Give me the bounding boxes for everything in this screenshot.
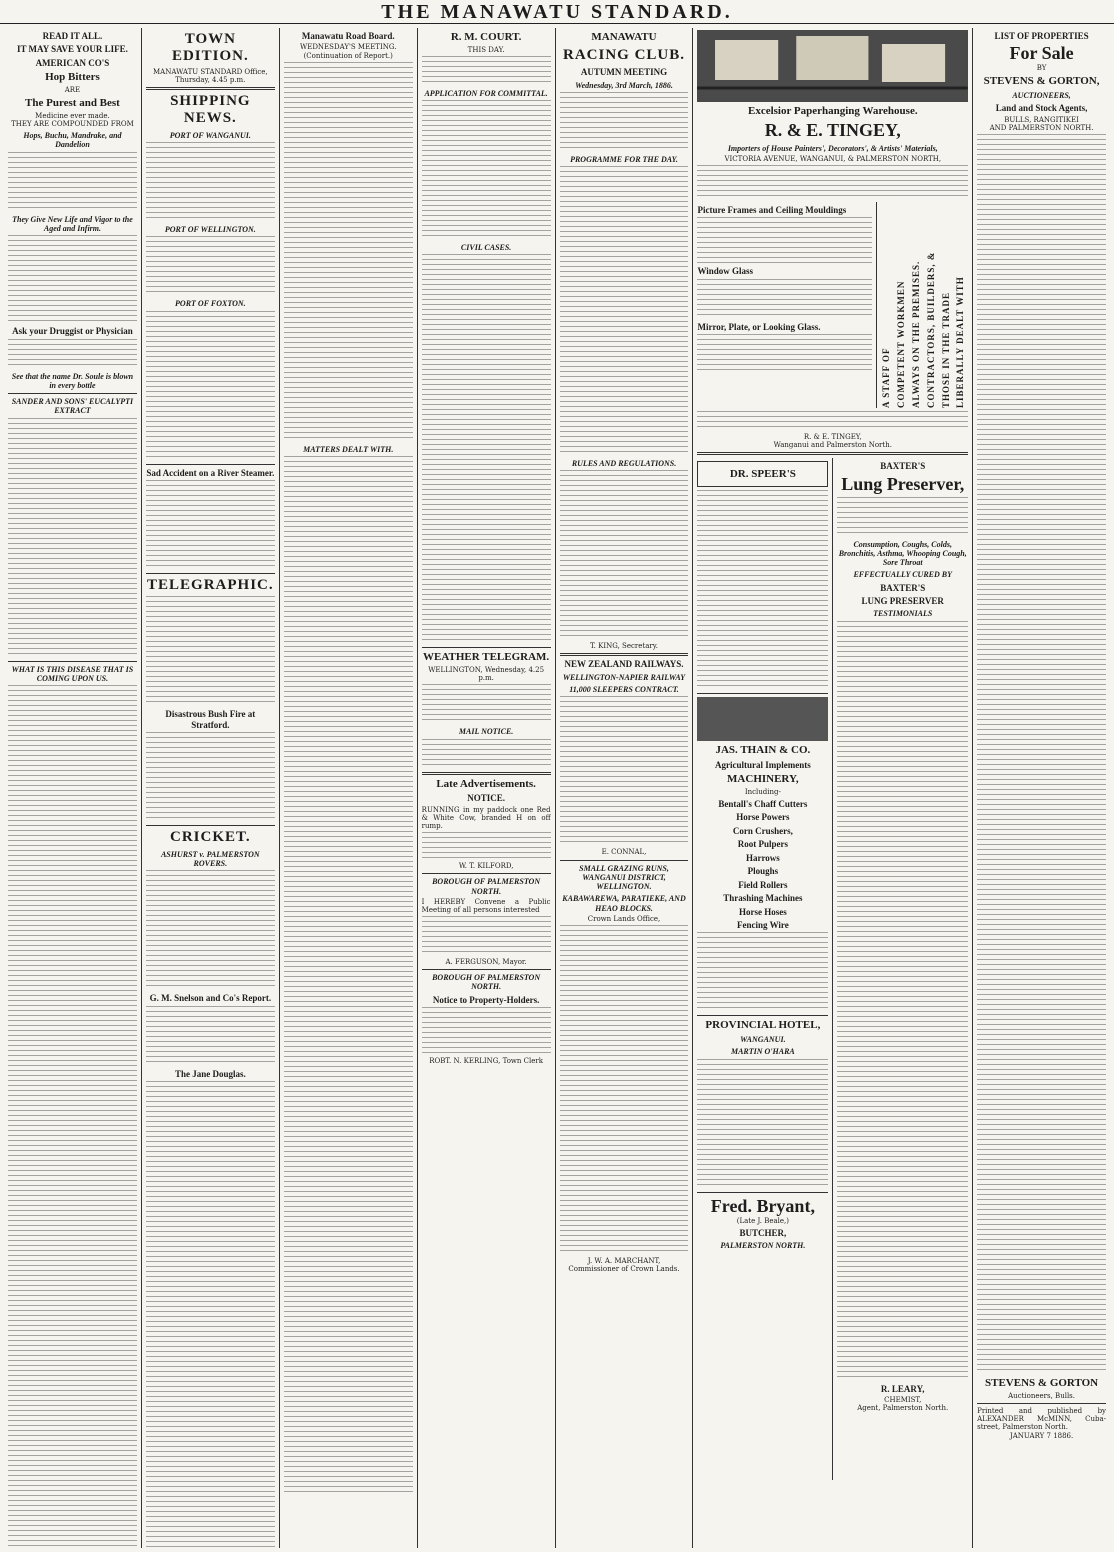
body-text	[560, 925, 689, 1255]
baxter-heading-2: BAXTER'S	[880, 582, 926, 593]
shipping-news-heading: SHIPPING NEWS.	[170, 93, 251, 127]
ailments-text: Consumption, Coughs, Colds, Bronchitis, Asthma, Whooping Cough, Sore Throat	[838, 539, 967, 568]
body-text	[422, 832, 551, 860]
address-text: VICTORIA AVENUE, WANGANUI, & PALMERSTON NORTH,	[724, 154, 942, 163]
port-wellington-heading: PORT OF WELLINGTON.	[164, 225, 256, 235]
divider	[422, 873, 551, 874]
warehouse-banner: Excelsior Paperhanging Warehouse.	[747, 105, 918, 117]
tingey-heading: R. & E. TINGEY,	[764, 119, 901, 140]
vertical-text-4: CONTRACTORS, BUILDERS, &	[925, 251, 936, 408]
divider	[560, 653, 689, 656]
body-text	[837, 621, 968, 1381]
window-glass-heading: Window Glass	[697, 266, 754, 277]
body-text	[8, 685, 137, 1548]
purest-heading: The Purest and Best	[25, 97, 120, 110]
programme-heading: PROGRAMME FOR THE DAY.	[570, 154, 678, 164]
column-6	[693, 28, 973, 1548]
agent-text: Agent, Palmerston North.	[857, 1404, 949, 1413]
horse-hoses-text: Horse Hoses	[739, 906, 787, 917]
manawatu-heading: MANAWATU	[591, 31, 657, 43]
column-2	[142, 28, 280, 1548]
body-text	[422, 1007, 551, 1055]
horse-powers-text: Horse Powers	[736, 812, 790, 823]
civil-cases-heading: CIVIL CASES.	[460, 243, 512, 253]
root-pulpers-text: Root Pulpers	[737, 839, 788, 850]
tingey-ad-body	[697, 202, 968, 408]
body-text	[146, 480, 275, 570]
palmerston-text: PALMERSTON NORTH.	[720, 1241, 806, 1251]
divider	[146, 573, 275, 574]
testimonials-heading: TESTIMONIALS	[873, 609, 933, 619]
including-text: Including-	[744, 787, 781, 796]
bush-fire-heading: Disastrous Bush Fire at Stratford.	[165, 709, 256, 730]
corn-crushers-text: Corn Crushers,	[732, 825, 793, 836]
meeting-text: WEDNESDAY'S MEETING.	[300, 43, 397, 52]
road-board-heading: Manawatu Road Board.	[301, 31, 395, 41]
body-text	[146, 1006, 275, 1066]
connal-text: E. CONNAL,	[601, 848, 647, 857]
divider	[146, 825, 275, 826]
column-1	[4, 28, 142, 1548]
mail-notice-heading: MAIL NOTICE.	[458, 727, 514, 737]
late-ads-heading: Late Advertisements.	[436, 777, 536, 790]
body-text	[422, 56, 551, 86]
vertical-text-6: LIBERALLY DEALT WITH	[955, 276, 966, 408]
printer-imprint: Printed and published by ALEXANDER McMINN, Cuba-street, Palmerston North.	[977, 1406, 1107, 1432]
body-text	[560, 696, 689, 846]
body-text	[146, 1081, 275, 1548]
wanganui-text: WANGANUI.	[740, 1035, 786, 1045]
bentall-text: Bentall's Chaff Cutters	[718, 799, 808, 810]
meeting-date-text: Wednesday, 3rd March, 1886.	[575, 80, 673, 90]
issue-date-text: JANUARY 7 1886.	[1009, 1432, 1074, 1441]
telegraphic-heading: TELEGRAPHIC.	[147, 577, 274, 594]
ploughs-text: Ploughs	[747, 866, 779, 877]
thrashing-text: Thrashing Machines	[723, 893, 803, 904]
body-text	[8, 152, 137, 212]
body-text	[284, 456, 413, 1496]
ask-druggist-text: Ask your Druggist or Physician	[12, 326, 133, 337]
sleepers-heading: 11,000 SLEEPERS CONTRACT.	[569, 685, 679, 695]
butcher-text: BUTCHER,	[739, 1227, 787, 1238]
land-stock-heading: Land and Stock Agents,	[995, 103, 1088, 114]
divider	[977, 1403, 1106, 1404]
baxter-heading: BAXTER'S	[880, 461, 926, 472]
divider	[697, 452, 968, 455]
kerling-text: ROBT. N. KERLING, Town Clerk	[429, 1057, 543, 1066]
body-text	[560, 92, 689, 152]
weather-heading: WEATHER TELEGRAM.	[423, 651, 550, 664]
cured-text: EFFECTUALLY CURED BY	[853, 570, 952, 580]
provincial-hotel-heading: PROVINCIAL HOTEL,	[705, 1019, 821, 1032]
footer-bulls-text: Auctioneers, Bulls.	[1008, 1391, 1076, 1400]
body-text	[422, 739, 551, 769]
dr-speer-box	[697, 461, 828, 487]
chemist-text: CHEMIST,	[884, 1396, 922, 1405]
footer-firm-heading: STEVENS & GORTON	[985, 1377, 1099, 1390]
picture-frames-heading: Picture Frames and Ceiling Mouldings	[697, 205, 847, 215]
body-text	[560, 470, 689, 640]
kilford-text: W. T. KILFORD,	[458, 862, 514, 871]
wnr-heading: WELLINGTON-NAPIER RAILWAY	[562, 672, 686, 682]
commissioner-text: Commissioner of Crown Lands.	[568, 1265, 680, 1274]
read-heading: READ IT ALL.	[42, 31, 103, 41]
paperhanging-illustration	[697, 30, 968, 102]
bryant-heading: Fred. Bryant,	[710, 1195, 815, 1216]
racing-club-heading: RACING CLUB.	[563, 46, 686, 63]
auctioneers-text: AUCTIONEERS,	[1012, 91, 1071, 101]
notice-heading: NOTICE.	[467, 793, 505, 804]
divider	[146, 87, 275, 90]
town-edition-heading: TOWN EDITION.	[171, 31, 249, 65]
newspaper-title: THE MANAWATU STANDARD.	[381, 1, 733, 23]
body-text	[697, 1059, 828, 1189]
divider	[697, 1015, 828, 1016]
ashurst-heading: ASHURST v. PALMERSTON ROVERS.	[160, 849, 260, 868]
ingredients-text: Hops, Buchu, Mandrake, and Dandelion	[23, 131, 122, 150]
for-sale-heading: For Sale	[1009, 43, 1074, 64]
see-name-text: See that the name Dr. Soule is blown in every bottle	[11, 371, 134, 390]
this-day-text: THIS DAY.	[467, 45, 505, 54]
by-text: BY	[1036, 64, 1047, 73]
american-heading: AMERICAN CO'S	[35, 57, 110, 68]
blocks-heading: KABAWAREWA, PARATIEKE, AND HEAO BLOCKS.	[562, 894, 686, 913]
compounded-text: THEY ARE COMPOUNDED FROM	[11, 120, 134, 129]
field-rollers-text: Field Rollers	[738, 879, 788, 890]
column-5	[556, 28, 694, 1548]
sanders-heading: SANDER AND SONS' EUCALYPTI EXTRACT	[11, 397, 134, 416]
property-holders-heading: Notice to Property-Holders.	[432, 994, 540, 1005]
disease-heading: WHAT IS THIS DISEASE THAT IS COMING UPON US.	[11, 664, 134, 683]
list-properties-heading: LIST OF PROPERTIES	[994, 31, 1089, 41]
lung-preserver-heading-2: LUNG PRESERVER	[861, 596, 944, 607]
body-text	[284, 62, 413, 442]
body-text	[146, 732, 275, 822]
divider	[560, 860, 689, 861]
time-text: Thursday, 4.45 p.m.	[175, 75, 246, 84]
autumn-heading: AUTUMN MEETING	[580, 67, 668, 78]
body-text	[146, 311, 275, 461]
borough-heading-1: BOROUGH OF PALMERSTON NORTH.	[432, 877, 541, 896]
save-heading: IT MAY SAVE YOUR LIFE.	[16, 44, 128, 55]
body-text	[697, 490, 828, 690]
columns	[4, 28, 1110, 1548]
body-text	[697, 334, 872, 374]
divider	[8, 393, 137, 394]
tingey-signoff: R. & E. TINGEY,	[803, 433, 862, 441]
lower-ads	[697, 458, 968, 1480]
column-7	[973, 28, 1110, 1548]
fencing-wire-text: Fencing Wire	[737, 919, 789, 930]
bulls-text: BULLS, RANGITIKEI	[1004, 115, 1079, 124]
body-text	[422, 100, 551, 240]
ohara-text: MARTIN O'HARA	[730, 1047, 795, 1057]
tingey-places: Wanganui and Palmerston North.	[773, 441, 892, 450]
divider	[8, 661, 137, 662]
vertical-text-3: ALWAYS ON THE PREMISES.	[910, 260, 921, 408]
are-text: ARE	[64, 86, 81, 95]
cricket-heading: CRICKET.	[170, 829, 251, 846]
body-text	[8, 235, 137, 323]
column-4	[418, 28, 556, 1548]
dr-speer-heading: DR. SPEER'S	[729, 468, 796, 481]
body-text	[146, 236, 275, 296]
divider	[422, 969, 551, 970]
body-text	[146, 596, 275, 706]
body-text	[697, 279, 872, 319]
body-text	[697, 165, 968, 199]
divider	[697, 693, 828, 694]
body-text	[422, 254, 551, 644]
committal-heading: APPLICATION FOR COMMITTAL.	[424, 88, 548, 98]
ferguson-text: A. FERGUSON, Mayor.	[445, 958, 527, 966]
port-foxton-heading: PORT OF FOXTON.	[175, 299, 246, 309]
agricultural-heading: Agricultural Implements	[715, 759, 811, 770]
lower-left-ads	[697, 458, 833, 1480]
palmerston-text: AND PALMERSTON NORTH.	[989, 123, 1094, 132]
office-text: MANAWATU STANDARD Office,	[152, 67, 268, 76]
machinery-heading: MACHINERY,	[727, 773, 799, 786]
body-text	[560, 166, 689, 456]
harrows-text: Harrows	[745, 852, 780, 863]
matters-heading: MATTERS DEALT WITH.	[303, 444, 394, 454]
rm-court-heading: R. M. COURT.	[450, 31, 522, 43]
convene-text: I HEREBY Convene a Public Meeting of all persons interested	[421, 897, 551, 914]
weather-place-text: WELLINGTON, Wednesday, 4.25 p.m.	[428, 666, 545, 683]
body-text	[422, 684, 551, 724]
body-text	[422, 916, 551, 956]
mirror-heading: Mirror, Plate, or Looking Glass.	[697, 321, 821, 332]
body-text	[697, 932, 828, 1012]
body-text	[697, 411, 968, 431]
body-text	[146, 870, 275, 990]
lung-preserver-heading: Lung Preserver,	[841, 473, 965, 494]
divider	[697, 1192, 828, 1193]
masthead	[0, 0, 1114, 24]
vertical-text-2: COMPETENT WORKMEN	[896, 280, 907, 408]
hop-bitters-heading: Hop Bitters	[45, 71, 100, 84]
borough-heading-2: BOROUGH OF PALMERSTON NORTH.	[432, 973, 541, 992]
leary-text: R. LEARY,	[880, 1383, 925, 1394]
divider	[146, 464, 275, 465]
secretary-text: T. KING, Secretary.	[590, 642, 658, 651]
implement-illustration	[697, 697, 828, 741]
body-text	[8, 418, 137, 658]
body-text	[977, 134, 1106, 1374]
lower-right-ads	[837, 458, 968, 1480]
body-text	[146, 142, 275, 222]
divider	[422, 647, 551, 648]
divider	[422, 772, 551, 775]
cow-notice-text: RUNNING in my paddock one Red & White Cow, branded H on off rump.	[421, 805, 551, 831]
rules-heading: RULES AND REGULATIONS.	[571, 459, 677, 469]
marchant-text: J. W. A. MARCHANT,	[587, 1257, 661, 1265]
thain-heading: JAS. THAIN & CO.	[715, 743, 811, 756]
give-new-life-text: They Give New Life and Vigor to the Aged and Infirm.	[12, 214, 133, 233]
continued-text: (Continuation of Report.)	[303, 51, 393, 60]
snelson-heading: G. M. Snelson and Co's Report.	[149, 993, 272, 1004]
grazing-heading: SMALL GRAZING RUNS, WANGANUI DISTRICT, WELLINGTON.	[579, 863, 669, 892]
sad-accident-heading: Sad Accident on a River Steamer.	[146, 467, 275, 478]
body-text	[8, 339, 137, 369]
late-beale-text: (Late J. Beale,)	[736, 1216, 789, 1225]
port-wanganui-heading: PORT OF WANGANUI.	[169, 130, 251, 140]
importers-text: Importers of House Painters', Decorators', & Artists' Materials,	[727, 143, 938, 153]
vertical-text-5: THOSE IN THE TRADE	[940, 292, 951, 408]
medicine-text: Medicine ever made.	[35, 111, 110, 120]
jane-douglas-heading: The Jane Douglas.	[174, 1068, 246, 1079]
body-text	[837, 497, 968, 537]
column-3	[280, 28, 418, 1548]
body-text	[697, 217, 872, 263]
stevens-gorton-heading: STEVENS & GORTON,	[983, 75, 1100, 88]
crown-lands-text: Crown Lands Office,	[587, 914, 661, 923]
nzr-heading: NEW ZEALAND RAILWAYS.	[564, 659, 684, 670]
vertical-text-1: A STAFF OF	[881, 347, 892, 408]
